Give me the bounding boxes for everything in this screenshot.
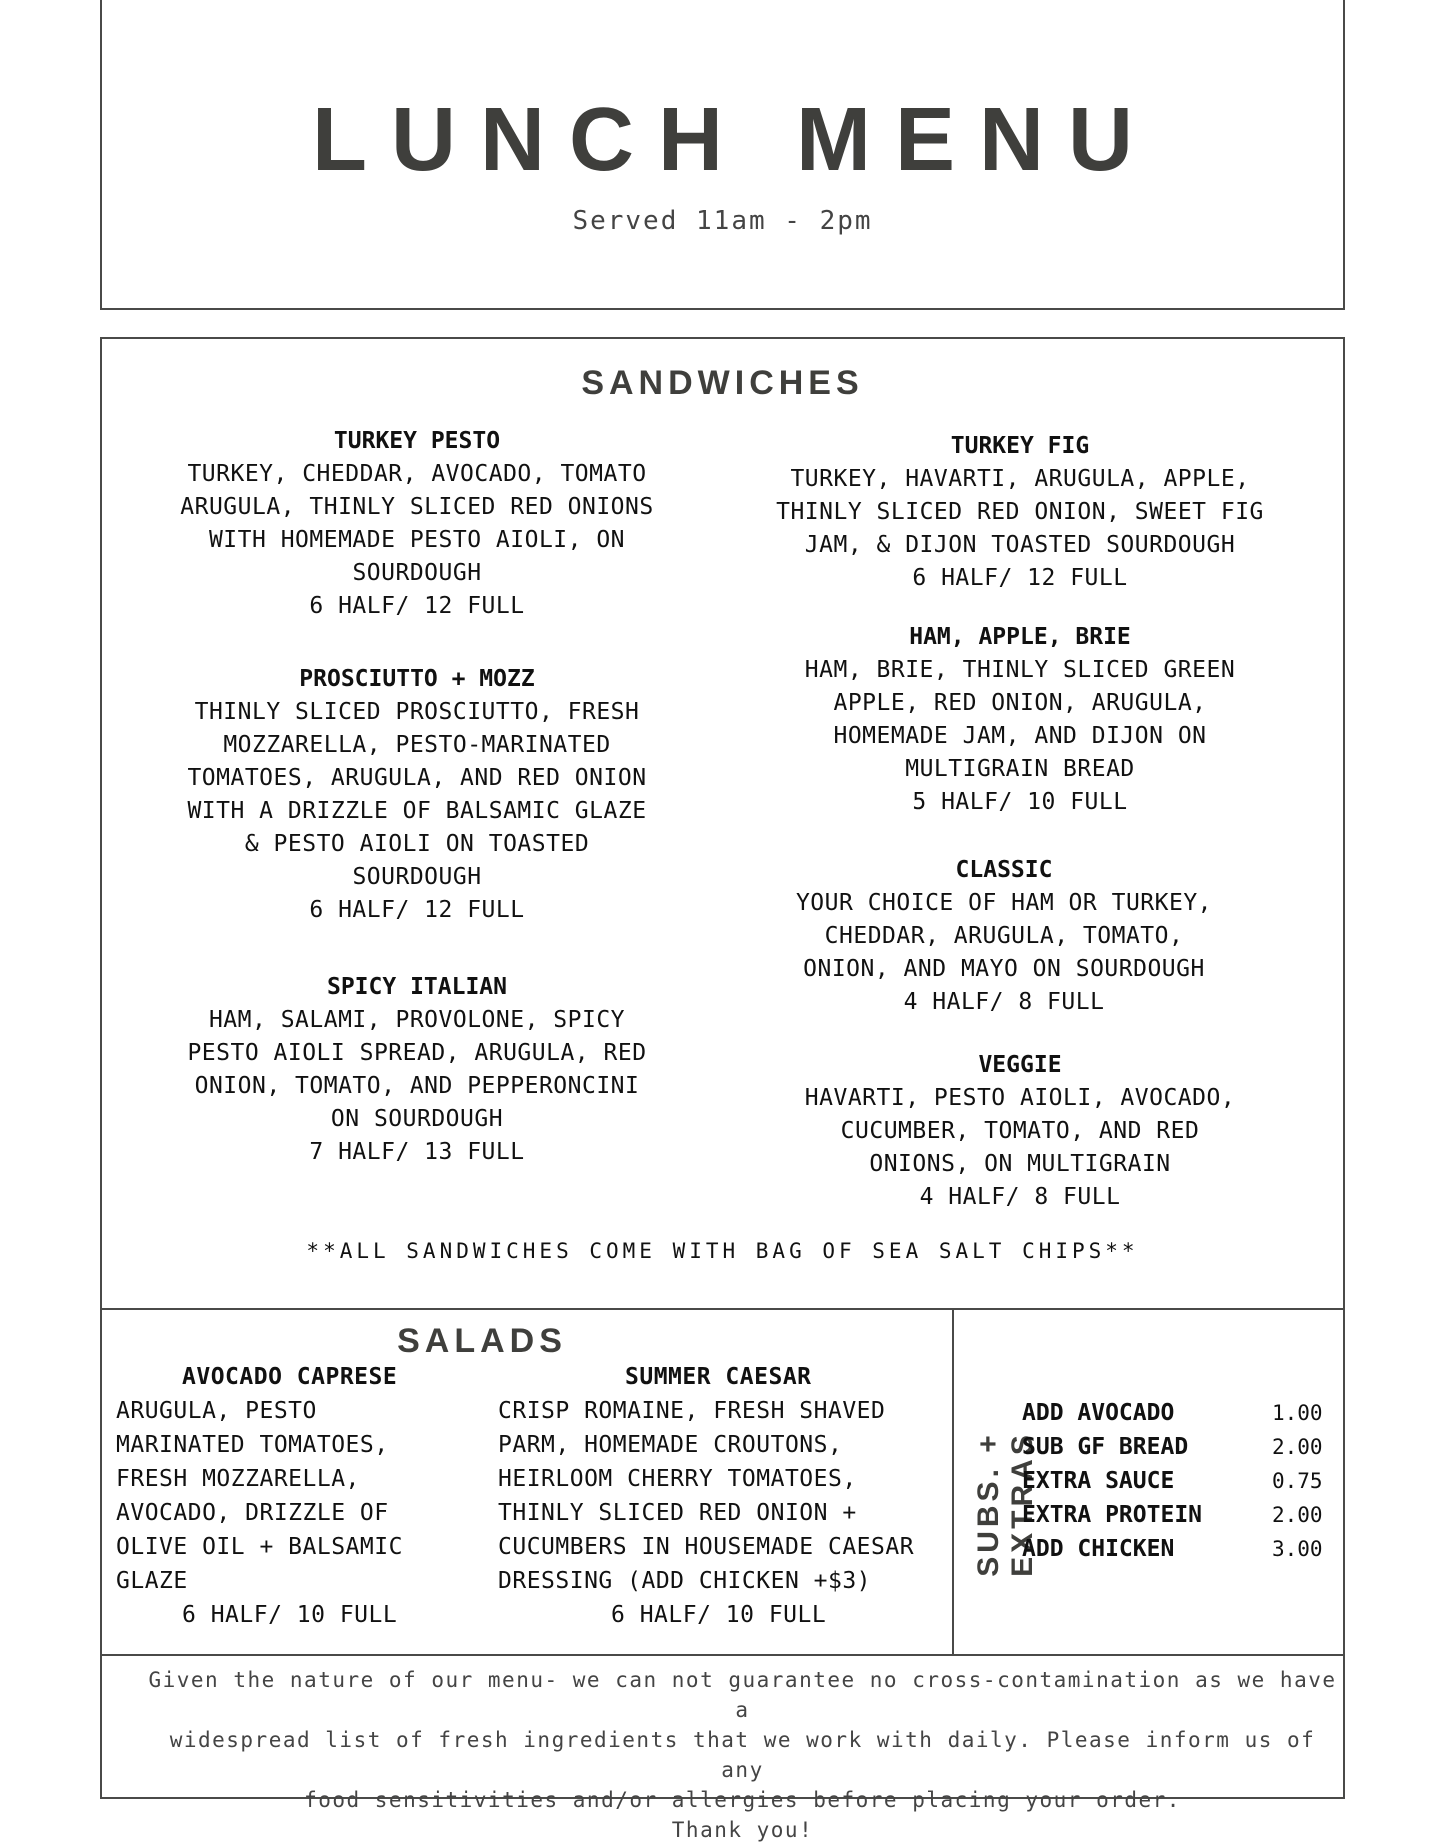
item-price: 6 HALF/ 12 FULL bbox=[912, 565, 1128, 591]
menu-item-classic bbox=[754, 853, 1254, 1019]
extras-section bbox=[956, 1310, 1343, 1654]
item-name: VEGGIE bbox=[978, 1052, 1062, 1078]
item-name: TURKEY PESTO bbox=[333, 428, 501, 454]
item-name: CLASSIC bbox=[955, 857, 1053, 883]
item-price: 4 HALF/ 8 FULL bbox=[919, 1184, 1121, 1210]
extra-row bbox=[1022, 1464, 1332, 1498]
extra-name: ADD CHICKEN bbox=[1022, 1536, 1175, 1562]
menu-item-veggie bbox=[770, 1048, 1270, 1214]
extra-price: 2.00 bbox=[1272, 1435, 1323, 1459]
allergy-disclaimer-section bbox=[100, 1655, 1345, 1842]
item-price: 6 HALF/ 10 FULL bbox=[182, 1602, 398, 1628]
extra-name: EXTRA SAUCE bbox=[1022, 1468, 1175, 1494]
item-description: TURKEY, CHEDDAR, AVOCADO, TOMATO ARUGULA, THINLY SLICED RED ONIONS WITH HOMEMADE PESTO AIOLI, ON SOURDOUGH bbox=[180, 461, 654, 586]
extra-price: 1.00 bbox=[1272, 1401, 1323, 1425]
extra-row bbox=[1022, 1430, 1332, 1464]
extra-row bbox=[1022, 1498, 1332, 1532]
serving-hours: Served 11am - 2pm bbox=[572, 206, 873, 236]
salads-heading: SALADS bbox=[397, 1322, 567, 1360]
menu-item-turkey-pesto bbox=[167, 424, 667, 623]
extra-row bbox=[1022, 1532, 1332, 1566]
sandwiches-heading: SANDWICHES bbox=[581, 364, 864, 402]
extra-row bbox=[1022, 1396, 1332, 1430]
item-description: HAM, BRIE, THINLY SLICED GREEN APPLE, RED ONION, ARUGULA, HOMEMADE JAM, AND DIJON ON MULTIGRAIN BREAD bbox=[804, 657, 1236, 782]
menu-item-spicy-italian bbox=[167, 970, 667, 1169]
extras-list bbox=[1022, 1396, 1332, 1566]
item-name: AVOCADO CAPRESE bbox=[182, 1364, 398, 1390]
allergy-disclaimer: Given the nature of our menu- we can not guarantee no cross-contamination as we have a widespread list of fresh ingredients that we work with daily. Please inform us of any food sensitivities and/or allergies before placing your order. Thank you! bbox=[148, 1668, 1337, 1842]
item-description: ARUGULA, PESTO MARINATED TOMATOES, FRESH MOZZARELLA, AVOCADO, DRIZZLE OF OLIVE OIL + BALSAMIC GLAZE bbox=[116, 1398, 403, 1594]
item-price: 5 HALF/ 10 FULL bbox=[912, 789, 1128, 815]
salads-section bbox=[102, 1310, 954, 1654]
item-description: HAVARTI, PESTO AIOLI, AVOCADO, CUCUMBER, TOMATO, AND RED ONIONS, ON MULTIGRAIN bbox=[804, 1085, 1236, 1177]
menu-header bbox=[100, 0, 1345, 310]
item-name: HAM, APPLE, BRIE bbox=[909, 624, 1131, 650]
item-name: SUMMER CAESAR bbox=[625, 1364, 812, 1390]
item-price: 6 HALF/ 12 FULL bbox=[309, 897, 525, 923]
salads-extras-section bbox=[100, 1308, 1345, 1656]
sandwiches-section bbox=[100, 337, 1345, 1309]
menu-item-ham-apple-brie bbox=[770, 620, 1270, 819]
item-description: TURKEY, HAVARTI, ARUGULA, APPLE, THINLY SLICED RED ONION, SWEET FIG JAM, & DIJON TOASTED SOURDOUGH bbox=[776, 466, 1264, 558]
extra-price: 3.00 bbox=[1272, 1537, 1323, 1561]
item-price: 7 HALF/ 13 FULL bbox=[309, 1139, 525, 1165]
extras-heading: SUBS. + EXTRAS bbox=[972, 1431, 1039, 1577]
extra-price: 0.75 bbox=[1272, 1469, 1323, 1493]
extra-price: 2.00 bbox=[1272, 1503, 1323, 1527]
extra-name: EXTRA PROTEIN bbox=[1022, 1502, 1203, 1528]
extra-name: SUB GF BREAD bbox=[1022, 1434, 1189, 1460]
item-price: 6 HALF/ 10 FULL bbox=[611, 1602, 827, 1628]
menu-item-avocado-caprese bbox=[116, 1360, 436, 1632]
item-name: PROSCIUTTO + MOZZ bbox=[299, 666, 535, 692]
item-price: 4 HALF/ 8 FULL bbox=[903, 989, 1105, 1015]
item-description: THINLY SLICED PROSCIUTTO, FRESH MOZZARELLA, PESTO-MARINATED TOMATOES, ARUGULA, AND RED ONION WITH A DRIZZLE OF BALSAMIC GLAZE & PESTO AIOLI ON TOASTED SOURDOUGH bbox=[187, 699, 647, 890]
menu-item-prosciutto-mozz bbox=[167, 662, 667, 927]
menu-title: LUNCH MENU bbox=[312, 90, 1157, 190]
item-description: CRISP ROMAINE, FRESH SHAVED PARM, HOMEMADE CROUTONS, HEIRLOOM CHERRY TOMATOES, THINLY SLICED RED ONION + CUCUMBERS IN HOUSEMADE CAESAR DRESSING (ADD CHICKEN +$3) bbox=[498, 1398, 915, 1594]
item-description: YOUR CHOICE OF HAM OR TURKEY, CHEDDAR, ARUGULA, TOMATO, ONION, AND MAYO ON SOURDOUGH bbox=[795, 890, 1213, 982]
item-description: HAM, SALAMI, PROVOLONE, SPICY PESTO AIOLI SPREAD, ARUGULA, RED ONION, TOMATO, AND PEPPERONCINI ON SOURDOUGH bbox=[187, 1007, 647, 1132]
item-name: SPICY ITALIAN bbox=[326, 974, 507, 1000]
menu-item-summer-caesar bbox=[498, 1360, 948, 1632]
menu-item-turkey-fig bbox=[770, 429, 1270, 595]
extra-name: ADD AVOCADO bbox=[1022, 1400, 1175, 1426]
chips-note: **ALL SANDWICHES COME WITH BAG OF SEA SALT CHIPS** bbox=[306, 1239, 1139, 1263]
item-name: TURKEY FIG bbox=[950, 433, 1090, 459]
item-price: 6 HALF/ 12 FULL bbox=[309, 593, 525, 619]
